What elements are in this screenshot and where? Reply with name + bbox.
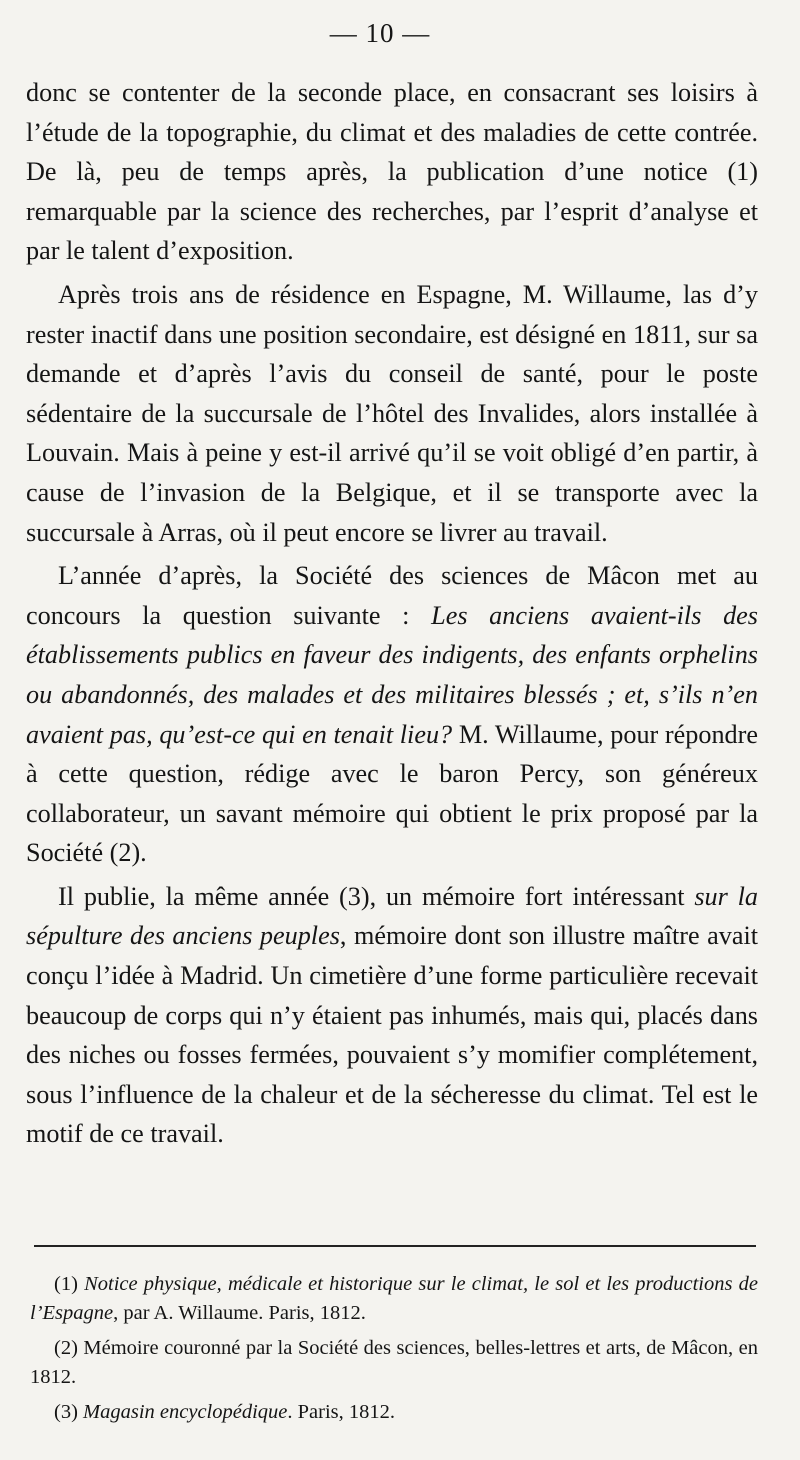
footnote-3-marker: (3) [54,1401,84,1423]
page-number: — 10 — [329,18,431,48]
paragraph-2-text: Après trois ans de résidence en Espagne, M. Willaume, las d’y rester inactif dans une position secondaire, est désigné en 1811, sur sa demande et d’après l’avis du conseil de santé, pour le poste sédentaire de la succursale de l’hôtel des Invalides, alors installée à Louvain. Mais à peine y est-il arrivé qu’il se voit obligé d’en partir, à cause de l’invasion de la Belgique, et il se transporte avec la succursale à Arras, où il peut encore se livrer au travail. [26,279,758,547]
paragraph-4-title: sur la sépulture des anciens peuples [26,881,758,951]
footnote-3-title: Magasin encyclopédique [83,1401,288,1423]
footnote-1-title: Notice physique, médicale et historique sur le climat, le sol et les productions de l’Espagne [30,1273,759,1324]
footnote-3 [30,1398,758,1427]
footnote-2 [30,1334,758,1392]
footnote-2-text: (2) Mémoire couronné par la Société des sciences, belles-lettres et arts, de Mâcon, en 1812. [30,1337,758,1388]
footnotes [30,1270,758,1433]
paragraph-3-text-a: L’année d’après, la Société des sciences de Mâcon met au concours la question suivante : [26,561,758,630]
footnote-1-marker: (1) [54,1273,85,1295]
paragraph-4-text-a: Il publie, la même année (3), un mémoire fort intéressant [58,881,695,911]
paragraph-3 [26,556,758,873]
footnote-1-rest: , par A. Willaume. Paris, 1812. [113,1302,366,1324]
footnote-3-rest: . Paris, 1812. [287,1401,396,1423]
paragraph-3-question: Les anciens avaient-ils des établissements publics en faveur des indigents, des enfants orphelins ou abandonnés, des malades et des militaires blessés ; et, s’ils n’en avaient pas, qu’est-ce qui en tenait lieu? [26,600,758,749]
main-text [26,73,758,1154]
paragraph-1-text: donc se contenter de la seconde place, en consacrant ses loisirs à l’étude de la topographie, du climat et des maladies de cette contrée. De là, peu de temps après, la publication d’une notice (1) remarquable par la science des recherches, par l’esprit d’analyse et par le talent d’exposition. [26,78,758,266]
paragraph-3-text-b: M. Willaume, pour répondre à cette question, rédige avec le baron Percy, son généreux collaborateur, un savant mémoire qui obtient le prix proposé par la Société (2). [26,719,758,868]
footnote-separator [34,1245,756,1247]
paragraph-4 [26,877,758,1154]
paragraph-4-text-b: , mémoire dont son illustre maître avait conçu l’idée à Madrid. Un cimetière d’une forme particulière recevait beaucoup de corps qui n’y étaient pas inhumés, mais qui, placés dans des niches ou fosses fermées, pouvaient s’y momifier complétement, sous l’influence de la chaleur et de la sécheresse du climat. Tel est le motif de ce travail. [26,921,758,1149]
paragraph-1 [26,73,758,271]
paragraph-2 [26,275,758,552]
footnote-1 [30,1270,758,1328]
